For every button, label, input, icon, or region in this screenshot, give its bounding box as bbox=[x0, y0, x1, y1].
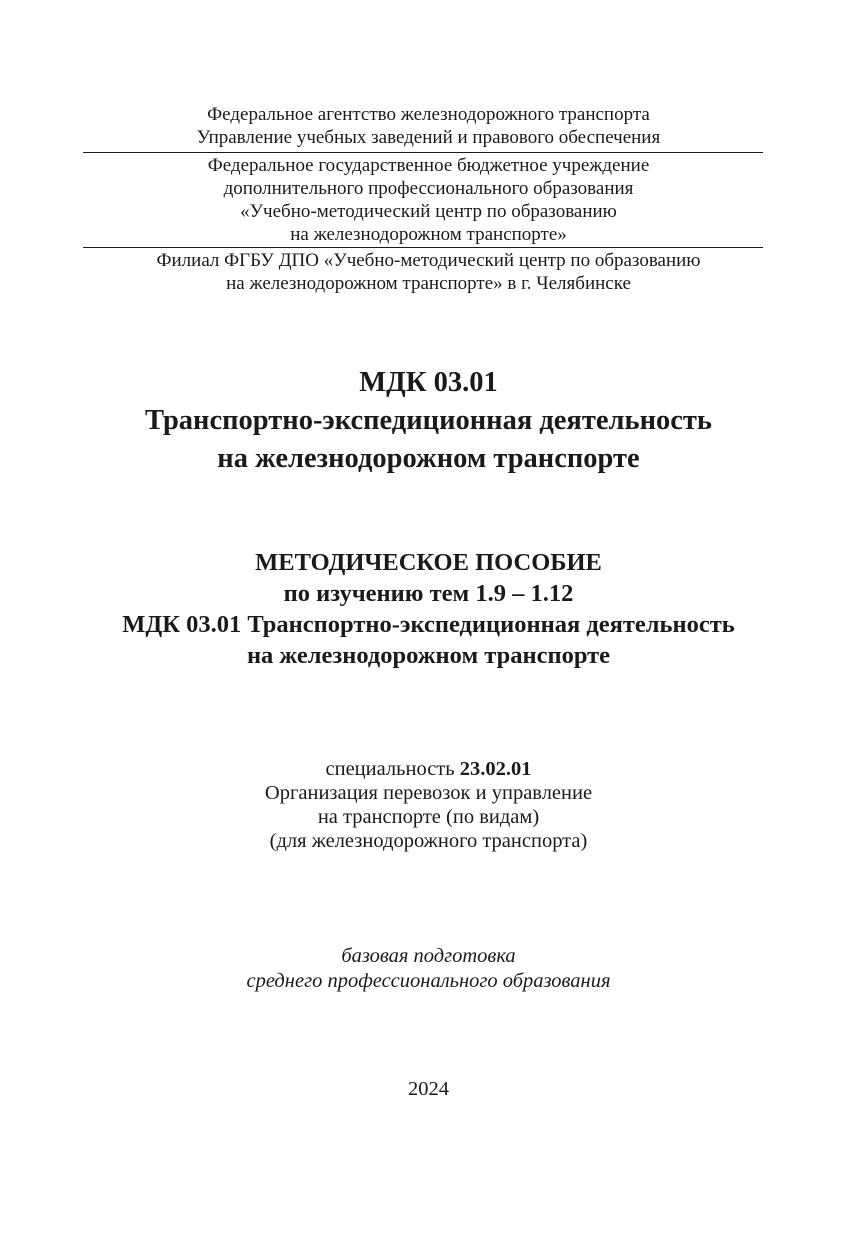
institution-block bbox=[0, 154, 857, 246]
subtitle-line: по изучению тем 1.9 – 1.12 bbox=[283, 580, 574, 607]
institution-line: дополнительного профессионального образования bbox=[223, 178, 634, 199]
specialty-line: (для железнодорожного транспорта) bbox=[269, 830, 588, 852]
divider-top bbox=[83, 152, 763, 153]
education-level bbox=[0, 944, 857, 994]
level-line: базовая подготовка bbox=[341, 945, 516, 967]
branch-line: на железнодорожном транспорте» в г. Челябинске bbox=[226, 273, 631, 294]
title-line: МДК 03.01 bbox=[359, 367, 498, 398]
institution-line: на железнодорожном транспорте» bbox=[290, 224, 567, 245]
specialty-code: 23.02.01 bbox=[459, 758, 532, 780]
subtitle-line: на железнодорожном транспорте bbox=[246, 642, 611, 669]
institution-line: Федеральное государственное бюджетное учреждение bbox=[207, 155, 650, 176]
title-line: на железнодорожном транспорте bbox=[217, 443, 640, 474]
institution-line: «Учебно-методический центр по образованию bbox=[240, 201, 617, 222]
branch-block bbox=[0, 249, 857, 295]
specialty-prefix: специальность bbox=[325, 758, 460, 780]
specialty-line: на транспорте (по видам) bbox=[317, 806, 540, 828]
specialty-block bbox=[0, 757, 857, 853]
specialty-line: Организация перевозок и управление bbox=[264, 782, 593, 804]
title-line: Транспортно-экспедиционная деятельность bbox=[145, 405, 712, 436]
document-title bbox=[0, 364, 857, 478]
agency-block bbox=[0, 103, 857, 149]
subtitle-line: МДК 03.01 Транспортно-экспедиционная деятельность bbox=[122, 611, 735, 638]
level-line: среднего профессионального образования bbox=[246, 970, 611, 992]
subtitle-line: МЕТОДИЧЕСКОЕ ПОСОБИЕ bbox=[255, 549, 602, 576]
publication-year: 2024 bbox=[408, 1078, 449, 1100]
agency-line: Федеральное агентство железнодорожного транспорта bbox=[207, 104, 650, 125]
agency-line: Управление учебных заведений и правового обеспечения bbox=[196, 127, 661, 148]
document-subtitle bbox=[0, 547, 857, 671]
specialty-code-line bbox=[0, 757, 857, 781]
branch-line: Филиал ФГБУ ДПО «Учебно-методический центр по образованию bbox=[156, 250, 701, 271]
divider-bottom bbox=[83, 247, 763, 248]
